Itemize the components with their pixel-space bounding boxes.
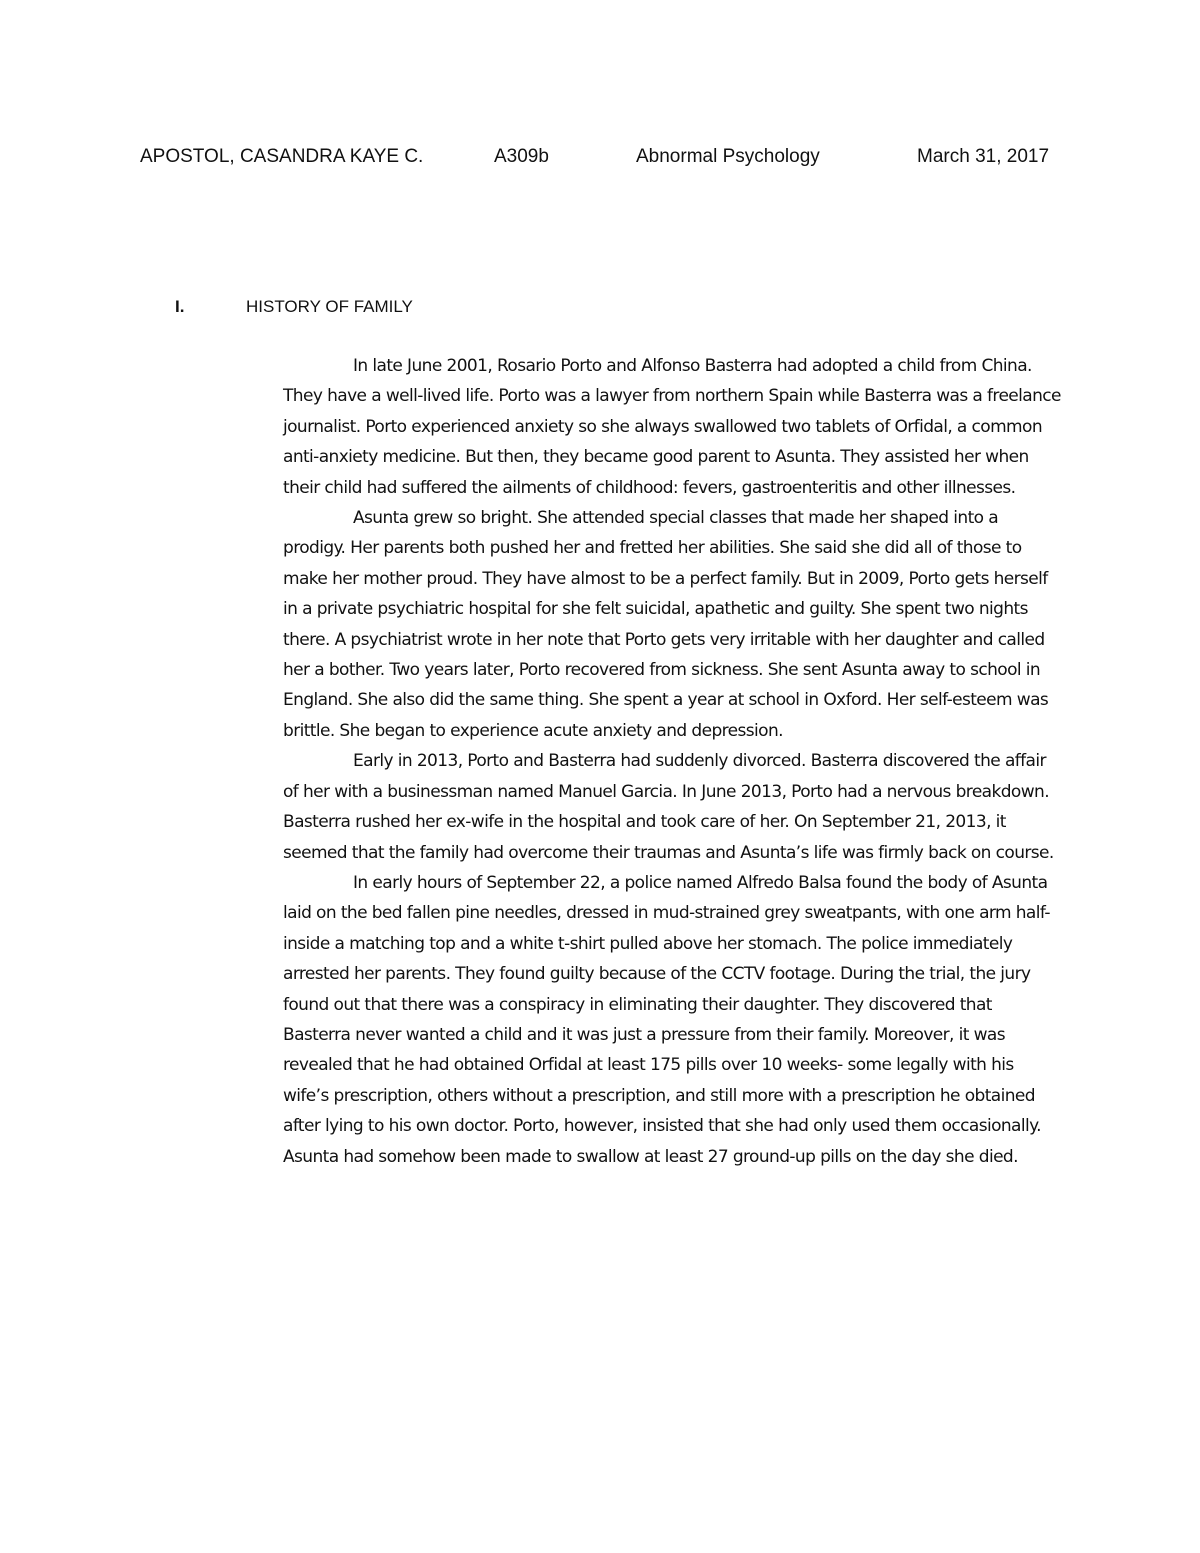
document-date: March 31, 2017 <box>917 146 1050 167</box>
section-heading <box>0 294 1200 320</box>
section-numeral: I. <box>175 297 185 316</box>
paragraph: In late June 2001, Rosario Porto and Alfonso Basterra had adopted a child from China. They have a well-lived life. Porto was a lawyer from northern Spain while Basterra was a freelance journalist. Porto experienced anxiety so she always swallowed two tablets of Orfidal, a common anti-anxiety medicine. But then, they became good parent to Asunta. They assisted her when their child had suffered the ailments of childhood: fevers, gastroenteritis and other illnesses. <box>283 356 1061 498</box>
document-header <box>0 144 1200 170</box>
paragraph: Asunta grew so bright. She attended special classes that made her shaped into a prodigy. Her parents both pushed her and fretted her abilities. She said she did all of those to make her mother proud. They have almost to be a perfect family. But in 2009, Porto gets herself in a private psychiatric hospital for she felt suicidal, apathetic and guilty. She spent two nights there. A psychiatrist wrote in her note that Porto gets very irritable with her daughter and called her a bother. Two years later, Porto recovered from sickness. She sent Asunta away to school in England. She also did the same thing. She spent a year at school in Oxford. Her self-esteem was brittle. She began to experience acute anxiety and depression. <box>283 508 1049 741</box>
class-section: A309b <box>494 146 549 167</box>
paragraph: In early hours of September 22, a police named Alfredo Balsa found the body of Asunta laid on the bed fallen pine needles, dressed in mud-strained grey sweatpants, with one arm half-inside a matching top and a white t-shirt pulled above her stomach. The police immediately arrested her parents. They found guilty because of the CCTV footage. During the trial, the jury found out that there was a conspiracy in eliminating their daughter. They discovered that Basterra never wanted a child and it was just a pressure from their family. Moreover, it was revealed that he had obtained Orfidal at least 175 pills over 10 weeks- some legally with his wife’s prescription, others without a prescription, and still more with a prescription he obtained after lying to his own doctor. Porto, however, insisted that she had only used them occasionally. Asunta had somehow been made to swallow at least 27 ground-up pills on the day she died. <box>283 872 1050 1167</box>
body-text <box>283 351 1063 1172</box>
student-name: APOSTOL, CASANDRA KAYE C. <box>140 146 424 167</box>
subject-title: Abnormal Psychology <box>636 146 820 167</box>
paragraph: Early in 2013, Porto and Basterra had suddenly divorced. Basterra discovered the affair of her with a businessman named Manuel Garcia. In June 2013, Porto had a nervous breakdown. Basterra rushed her ex-wife in the hospital and took care of her. On September 21, 2013, it seemed that the family had overcome their traumas and Asunta’s life was firmly back on course. <box>283 751 1054 863</box>
section-title: HISTORY OF FAMILY <box>246 297 413 316</box>
